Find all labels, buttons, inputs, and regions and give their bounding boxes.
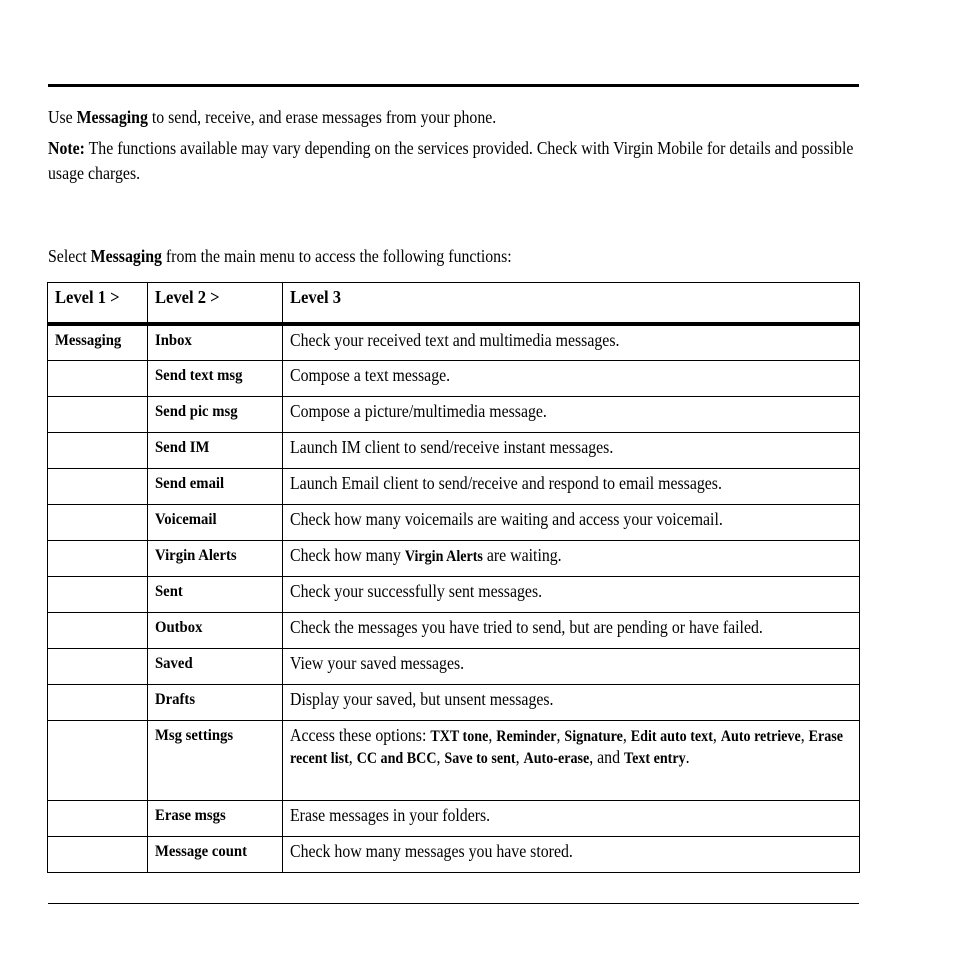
note-label: Note: — [48, 138, 85, 158]
table-row — [48, 720, 860, 800]
table-row — [48, 576, 860, 612]
header-level-3: Level 3 — [283, 283, 860, 325]
level1-cell — [48, 396, 148, 432]
level1-cell — [48, 540, 148, 576]
intro-prefix: Use — [48, 107, 77, 127]
table-row — [48, 612, 860, 648]
level2-cell: Inbox — [148, 324, 283, 360]
level2-cell: Drafts — [148, 684, 283, 720]
msg-settings-options: Access these options: TXT tone, Reminder, Signature, Edit auto text, Auto retrieve, Erase recent list, CC and BCC, Save to sent, Auto-erase, and Text entry. — [290, 724, 844, 767]
table-row — [48, 396, 860, 432]
level3-cell: Check how many Virgin Alerts are waiting. — [283, 540, 860, 576]
intro-suffix: to send, receive, and erase messages from your phone. — [147, 107, 497, 127]
level3-cell: Check how many voicemails are waiting and access your voicemail. — [283, 504, 860, 540]
level3-cell: Display your saved, but unsent messages. — [283, 684, 860, 720]
level1-cell — [48, 324, 148, 360]
level3-cell: Check how many messages you have stored. — [283, 836, 860, 872]
level3-cell: Check your received text and multimedia messages. — [283, 324, 860, 360]
intro-messaging-bold: Messaging — [76, 107, 148, 127]
note-text: The functions available may vary depending on the services provided. Check with Virgin Mobile for details and possible usage charges. — [48, 138, 854, 183]
level3-cell: Erase messages in your folders. — [283, 800, 860, 836]
level1-cell — [48, 504, 148, 540]
table-row — [48, 648, 860, 684]
level1-cell — [48, 468, 148, 504]
level1-cell — [48, 720, 148, 800]
bottom-rule — [48, 903, 859, 904]
table-row — [48, 432, 860, 468]
level2-cell: Message count — [148, 836, 283, 872]
note-paragraph — [48, 136, 862, 186]
table-row — [48, 540, 860, 576]
level3-cell: Launch IM client to send/receive instant messages. — [283, 432, 860, 468]
table-row — [48, 468, 860, 504]
table-row — [48, 360, 860, 396]
level2-cell: Send pic msg — [148, 396, 283, 432]
level1-cell — [48, 612, 148, 648]
level2-cell: Outbox — [148, 612, 283, 648]
level2-cell: Saved — [148, 648, 283, 684]
level1-cell — [48, 432, 148, 468]
level1-cell — [48, 800, 148, 836]
select-messaging-bold: Messaging — [90, 246, 162, 266]
level2-cell: Sent — [148, 576, 283, 612]
level1-cell — [48, 836, 148, 872]
level2-cell: Send IM — [148, 432, 283, 468]
messaging-menu-table — [47, 282, 860, 873]
level1-messaging: Messaging — [55, 332, 122, 349]
level3-cell — [283, 720, 860, 800]
level3-cell: View your saved messages. — [283, 648, 860, 684]
level2-cell: Virgin Alerts — [148, 540, 283, 576]
level1-cell — [48, 576, 148, 612]
top-rule — [48, 84, 859, 87]
level1-cell — [48, 648, 148, 684]
table-row — [48, 684, 860, 720]
level3-cell: Compose a text message. — [283, 360, 860, 396]
select-paragraph — [48, 244, 858, 269]
select-suffix: from the main menu to access the following functions: — [161, 246, 512, 266]
table-row — [48, 800, 860, 836]
level3-cell: Compose a picture/multimedia message. — [283, 396, 860, 432]
level1-cell — [48, 360, 148, 396]
level2-cell: Send text msg — [148, 360, 283, 396]
table-row — [48, 504, 860, 540]
table-row — [48, 324, 860, 360]
level3-cell: Check your successfully sent messages. — [283, 576, 860, 612]
header-level-1: Level 1 > — [48, 283, 148, 325]
level2-cell: Send email — [148, 468, 283, 504]
header-level-2: Level 2 > — [148, 283, 283, 325]
intro-paragraph — [48, 105, 858, 130]
select-prefix: Select — [48, 246, 91, 266]
level3-cell: Check the messages you have tried to send, but are pending or have failed. — [283, 612, 860, 648]
table-header-row — [48, 283, 860, 325]
level2-cell: Voicemail — [148, 504, 283, 540]
level1-cell — [48, 684, 148, 720]
level3-cell: Launch Email client to send/receive and respond to email messages. — [283, 468, 860, 504]
table-row — [48, 836, 860, 872]
virgin-alerts-bold: Virgin Alerts — [404, 547, 483, 565]
level2-cell: Msg settings — [148, 720, 283, 800]
level2-cell: Erase msgs — [148, 800, 283, 836]
